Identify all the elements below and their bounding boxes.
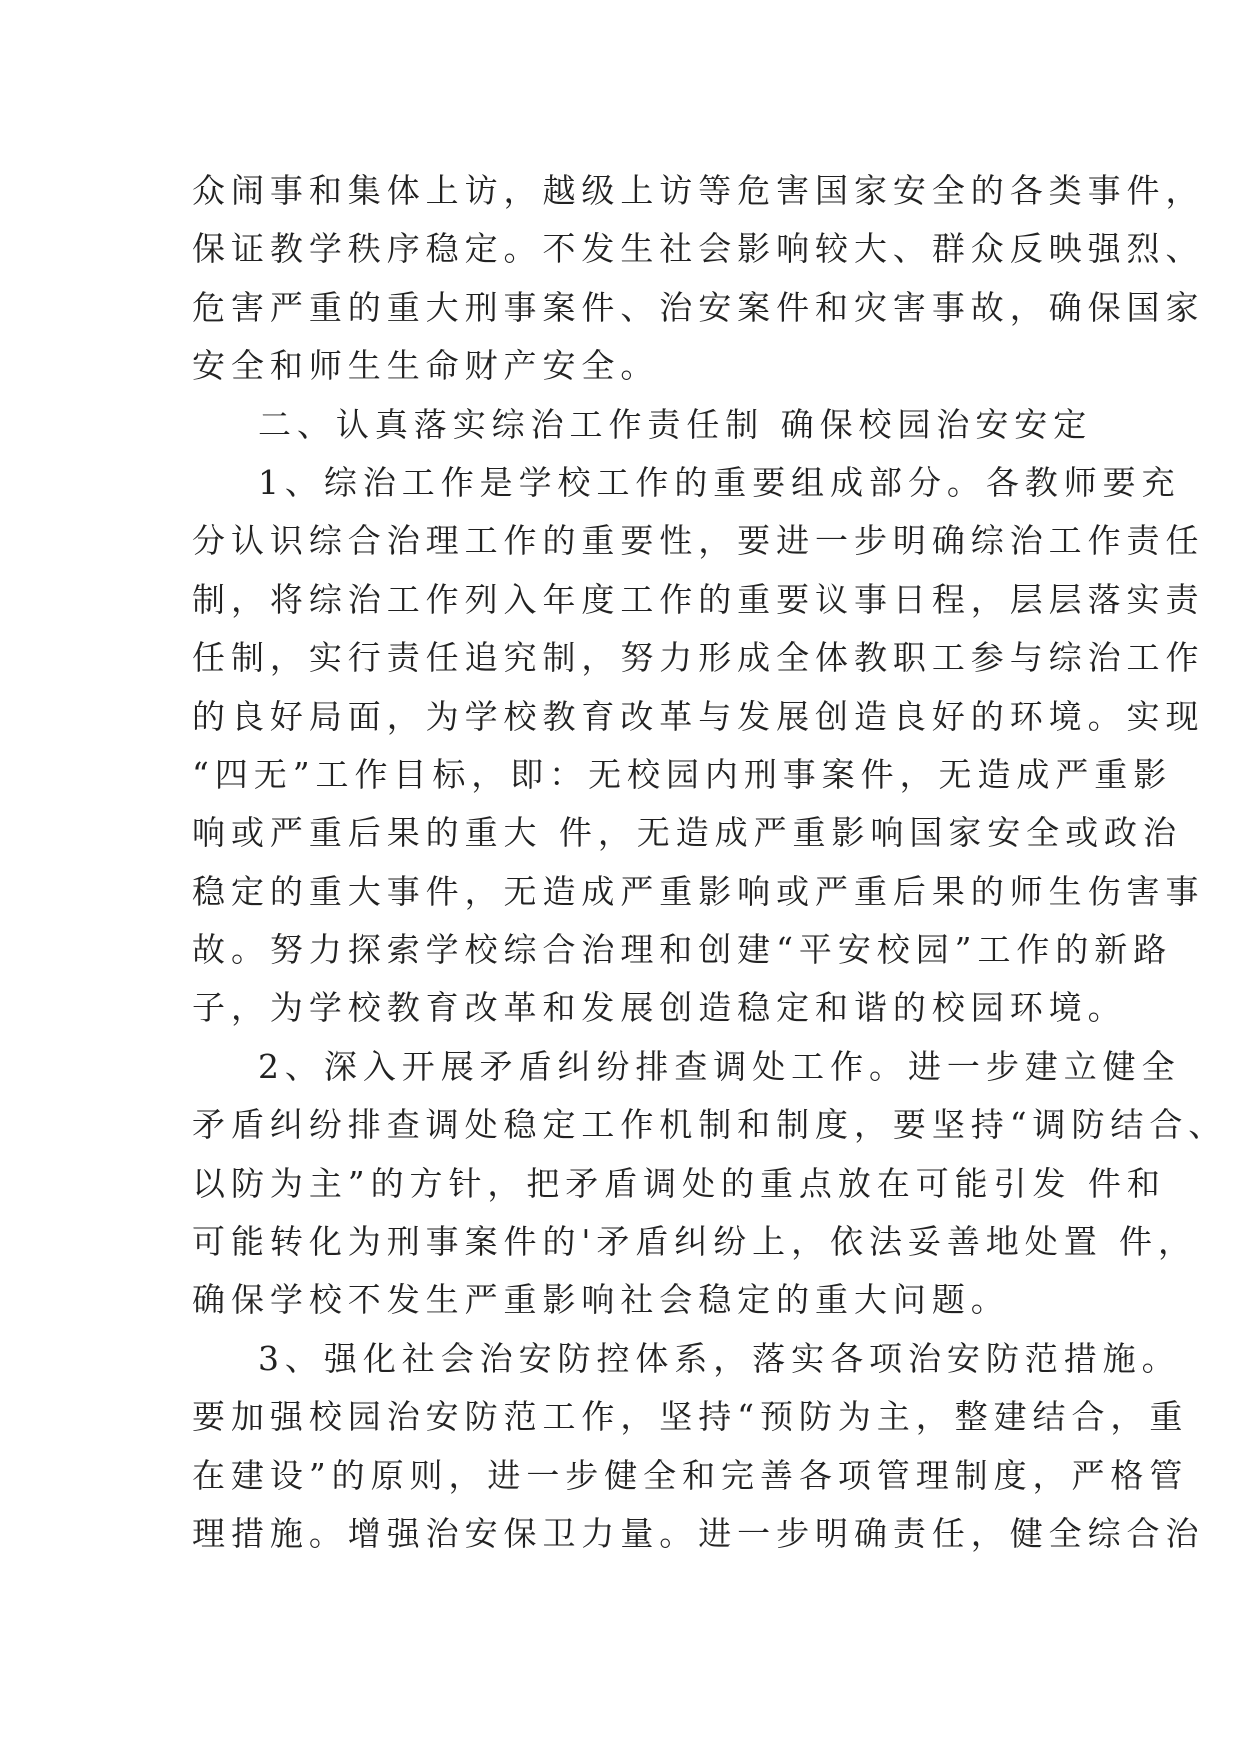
text-line: 矛盾纠纷排查调处稳定工作机制和制度，要坚持“调防结合、 xyxy=(192,1105,1228,1145)
text-line: 响或严重后果的重大 件，无造成严重影响国家安全或政治 xyxy=(192,813,1182,853)
paragraph-start-2: 2、深入开展矛盾纠纷排查调处工作。进一步建立健全 xyxy=(258,1046,1181,1086)
text-line: 危害严重的重大刑事案件、治安案件和灾害事故，确保国家 xyxy=(192,287,1205,327)
text-line: 稳定的重大事件，无造成严重影响或严重后果的师生伤害事 xyxy=(192,871,1205,911)
document-body xyxy=(192,162,1228,1563)
text-line: 确保学校不发生严重影响社会稳定的重大问题。 xyxy=(192,1280,1010,1320)
text-line: 保证教学秩序稳定。不发生社会影响较大、群众反映强烈、 xyxy=(192,229,1205,269)
text-line: 理措施。增强治安保卫力量。进一步明确责任，健全综合治 xyxy=(192,1513,1205,1553)
text-line: 众闹事和集体上访，越级上访等危害国家安全的各类事件， xyxy=(192,171,1205,210)
paragraph-start-1: 1、综治工作是学校工作的重要组成部分。各教师要充 xyxy=(258,462,1181,502)
text-line: 在建设”的原则，进一步健全和完善各项管理制度，严格管 xyxy=(192,1455,1189,1495)
text-line: 分认识综合治理工作的重要性，要进一步明确综治工作责任 xyxy=(192,521,1205,561)
text-line: 制，将综治工作列入年度工作的重要议事日程，层层落实责 xyxy=(192,579,1205,619)
text-line: 安全和师生生命财产安全。 xyxy=(192,346,660,386)
text-line: “四无”工作目标，即：无校园内刑事案件，无造成严重影 xyxy=(192,754,1173,794)
text-line: 要加强校园治安防范工作，坚持“预防为主，整建结合，重 xyxy=(192,1397,1189,1437)
text-line: 以防为主”的方针，把矛盾调处的重点放在可能引发 件和 xyxy=(192,1163,1166,1203)
text-line: 故。努力探索学校综合治理和创建“平安校园”工作的新路 xyxy=(192,930,1173,970)
section-heading: 二、认真落实综治工作责任制 确保校园治安安定 xyxy=(258,404,1093,444)
text-line: 子，为学校教育改革和发展创造稳定和谐的校园环境。 xyxy=(192,988,1127,1028)
text-line: 的良好局面，为学校教育改革与发展创造良好的环境。实现 xyxy=(192,696,1205,736)
text-line: 任制，实行责任追究制，努力形成全体教职工参与综治工作 xyxy=(192,638,1205,678)
paragraph-start-3: 3、强化社会治安防控体系，落实各项治安防范措施。 xyxy=(258,1338,1181,1378)
text-line: 可能转化为刑事案件的'矛盾纠纷上，依法妥善地处置 件， xyxy=(192,1222,1197,1262)
